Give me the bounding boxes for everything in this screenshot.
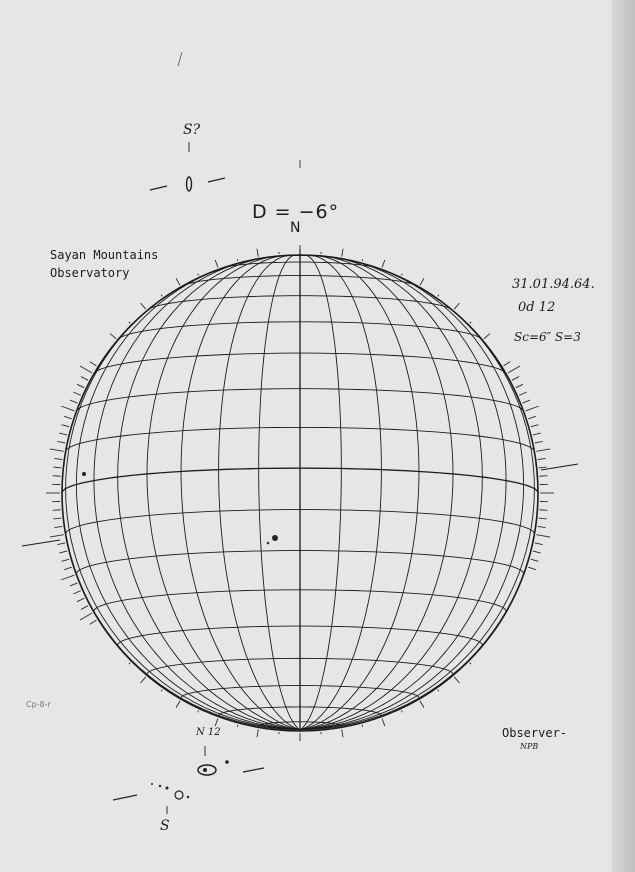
position-angle-tick	[77, 384, 84, 388]
pencil-stroke	[113, 795, 137, 800]
position-angle-tick	[61, 575, 74, 580]
position-angle-tick	[62, 559, 70, 561]
position-angle-tick	[57, 441, 65, 443]
position-angle-tick	[90, 620, 97, 624]
position-angle-tick	[81, 377, 88, 381]
position-angle-tick	[508, 366, 520, 373]
position-angle-tick	[161, 690, 162, 692]
pencil-stroke	[150, 186, 167, 190]
north-label: N	[290, 220, 301, 236]
position-angle-tick	[484, 334, 490, 339]
pencil-stroke	[243, 768, 264, 772]
position-angle-tick	[70, 400, 77, 403]
position-angle-tick	[90, 362, 97, 366]
position-angle-tick	[454, 303, 459, 309]
sunspot-mark	[159, 785, 161, 787]
position-angle-tick	[80, 366, 92, 373]
position-angle-tick	[539, 518, 547, 519]
position-angle-tick	[110, 334, 116, 339]
position-angle-tick	[362, 725, 363, 727]
position-angle-tick	[73, 392, 80, 395]
position-angle-tick	[535, 441, 543, 443]
position-angle-tick	[53, 476, 61, 477]
position-angle-tick	[420, 278, 424, 285]
position-angle-tick	[531, 559, 539, 561]
position-angle-tick	[237, 725, 238, 727]
position-angle-tick	[54, 458, 62, 459]
sunspot-drawing	[175, 791, 183, 799]
observatory-name-line2: Observatory	[50, 266, 130, 280]
position-angle-tick	[53, 467, 61, 468]
position-angle-tick	[215, 719, 218, 727]
position-angle-tick	[198, 274, 199, 276]
position-angle-tick	[215, 260, 218, 268]
position-angle-tick	[539, 476, 547, 477]
position-angle-tick	[50, 535, 64, 537]
sunspot-group-label-bottom: S	[160, 818, 170, 834]
position-angle-tick	[161, 295, 162, 297]
position-angle-tick	[382, 260, 385, 268]
observation-time: 0d 12	[518, 300, 556, 315]
position-angle-tick	[59, 551, 67, 553]
position-angle-tick	[342, 729, 343, 737]
position-angle-tick	[81, 606, 88, 610]
position-angle-tick	[77, 598, 84, 602]
position-angle-tick	[536, 449, 550, 451]
position-angle-tick	[470, 322, 471, 323]
position-angle-tick	[382, 719, 385, 727]
position-angle-tick	[536, 535, 550, 537]
position-angle-tick	[64, 416, 72, 418]
position-angle-tick	[504, 362, 511, 366]
east-west-axis-stub	[22, 540, 60, 546]
sunspot-mark	[267, 542, 270, 545]
position-angle-tick	[519, 392, 526, 395]
margin-note: Cp-8-r	[26, 700, 51, 709]
position-angle-tick	[70, 583, 77, 586]
observation-date: 31.01.94.64.	[512, 277, 595, 292]
position-angle-tick	[512, 377, 519, 381]
position-angle-tick	[401, 274, 402, 276]
inclination-title: D = −6°	[252, 201, 340, 223]
sunspot-mark	[151, 783, 153, 785]
seeing-conditions: Sc=6″ S=3	[514, 330, 581, 344]
solar-disk-grid	[22, 249, 578, 731]
position-angle-tick	[362, 259, 363, 261]
position-angle-tick	[53, 518, 61, 519]
position-angle-tick	[531, 425, 539, 427]
position-angle-tick	[64, 567, 72, 569]
position-angle-tick	[454, 677, 459, 683]
sunspot-mark	[187, 796, 189, 798]
observer-code: NPB	[520, 742, 539, 751]
sunspot-group-label-top: S?	[183, 122, 201, 138]
observer-label: Observer-	[502, 726, 568, 740]
position-angle-tick	[539, 510, 547, 511]
position-angle-tick	[401, 711, 402, 713]
position-angle-tick	[237, 259, 238, 261]
position-angle-tick	[176, 701, 180, 708]
position-angle-tick	[438, 295, 439, 297]
position-angle-tick	[533, 551, 541, 553]
sunspot-group-number: N 12	[196, 727, 221, 738]
sunspot-mark	[166, 787, 169, 790]
position-angle-tick	[57, 543, 65, 545]
position-angle-tick	[50, 449, 64, 451]
position-angle-tick	[539, 467, 547, 468]
position-angle-tick	[470, 663, 471, 664]
position-angle-tick	[59, 433, 67, 435]
sunspot-mark	[272, 535, 278, 541]
position-angle-tick	[73, 591, 80, 594]
position-angle-tick	[129, 663, 130, 664]
position-angle-tick	[176, 278, 180, 285]
sunspot-mark	[82, 472, 86, 476]
position-angle-tick	[533, 433, 541, 435]
position-angle-tick	[526, 406, 539, 411]
sunspot-mark	[203, 768, 207, 772]
position-angle-tick	[129, 322, 130, 323]
position-angle-tick	[141, 303, 146, 309]
position-angle-tick	[528, 567, 536, 569]
position-angle-tick	[257, 249, 258, 257]
position-angle-tick	[61, 406, 74, 411]
position-angle-tick	[528, 416, 536, 418]
position-angle-tick	[420, 701, 424, 708]
position-angle-tick	[80, 613, 92, 620]
position-angle-tick	[516, 384, 523, 388]
position-angle-tick	[535, 543, 543, 545]
position-angle-tick	[141, 677, 146, 683]
sunspot-mark	[225, 760, 229, 764]
position-angle-tick	[198, 711, 199, 713]
position-angle-tick	[54, 526, 62, 527]
position-angle-tick	[257, 729, 258, 737]
position-angle-tick	[438, 690, 439, 692]
position-angle-tick	[523, 400, 530, 403]
pencil-stroke	[208, 178, 225, 182]
position-angle-tick	[62, 425, 70, 427]
sunspot-drawing	[187, 177, 192, 191]
position-angle-tick	[342, 249, 343, 257]
pencil-stroke	[178, 52, 182, 66]
position-angle-tick	[53, 510, 61, 511]
observatory-name-line1: Sayan Mountains	[50, 248, 159, 262]
position-angle-tick	[538, 458, 546, 459]
position-angle-tick	[538, 526, 546, 527]
